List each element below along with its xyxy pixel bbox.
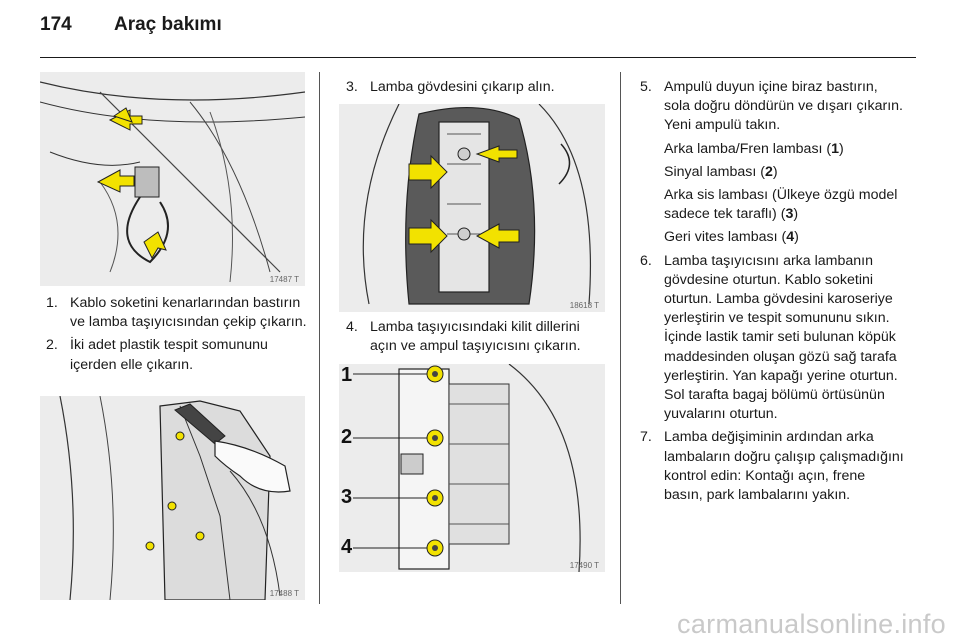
list-item: 5. Ampulü duyun içine biraz bastırın, sola doğru döndürün ve dışarı çıkarın. Yeni ampulü takın. xyxy=(640,79,903,134)
callout-3: 3 xyxy=(341,486,353,508)
bulb-item-1: Arka lamba/Fren lambası (1) xyxy=(664,140,844,157)
figure-connector-removal xyxy=(40,72,305,286)
steps-column-middle-bottom xyxy=(346,318,608,360)
callout-1: 1 xyxy=(341,364,353,386)
column-separator-left xyxy=(319,72,320,604)
list-item: 7. Lamba değişiminin ardından arka lambaların doğru çalışıp çalışmadığını kontrol edin: Kontağı açın, frene basın, park lambalarını yakın. xyxy=(640,429,904,504)
figure-code: 17488 T xyxy=(269,589,299,598)
figure-code: 18618 T xyxy=(569,301,599,310)
bulb-item-2: Sinyal lambası (2) xyxy=(664,163,778,180)
page-number: 174 xyxy=(40,14,72,35)
figure-connector-drawing xyxy=(40,72,305,286)
figure-bulb-carrier xyxy=(339,364,605,572)
figure-carrier-drawing xyxy=(339,364,605,572)
arrow-icon xyxy=(98,170,134,192)
figure-code: 17490 T xyxy=(569,561,599,570)
watermark: carmanualsonline.info xyxy=(677,609,946,639)
figure-nut-removal xyxy=(40,396,305,600)
bulb-item-3: Arka sis lambası (Ülkeye özgü model sadece tek taraflı) (3) xyxy=(664,187,898,223)
steps-column-left xyxy=(46,294,308,379)
steps-column-middle-top xyxy=(346,78,608,101)
figure-lamp-housing xyxy=(339,104,605,312)
callout-4: 4 xyxy=(341,536,353,558)
callout-2: 2 xyxy=(341,426,353,448)
bulb-item-4: Geri vites lambası (4) xyxy=(664,229,799,246)
list-item: 4. Lamba taşıyıcısındaki kilit dillerini açın ve ampul taşıyıcısını çıkarın. xyxy=(346,319,581,355)
figure-nut-drawing xyxy=(40,396,305,600)
figure-code: 17487 T xyxy=(269,275,299,284)
arrow-icon xyxy=(144,232,166,258)
page-title: Araç bakımı xyxy=(114,14,222,35)
figure-housing-drawing xyxy=(339,104,605,312)
list-item: 1. Kablo soketini kenarlarından bastırın ve lamba taşıyıcısından çekip çıkarın. xyxy=(46,295,307,331)
list-item: 6. Lamba taşıyıcısını arka lambanın gövdesine oturtun. Kablo soketini oturtun. Lamba gövdesini karoseriye yerleştirin ve tespit somununu sıkın. İçinde lastik tamir seti bulunan köpük maddesinden oluşan gözü sağ tarafa yerleştirin. Yan kapağı yerine oturtun. Sol tarafta bagaj bölümü örtüsünün yuvalarını oturtun. xyxy=(640,252,898,423)
list-item: 3. Lamba gövdesini çıkarıp alın. xyxy=(346,79,555,95)
list-item: 2. İki adet plastik tespit somununu içerden elle çıkarın. xyxy=(46,337,268,373)
header-rule xyxy=(40,57,916,58)
steps-column-right xyxy=(640,78,906,509)
column-separator-right xyxy=(620,72,621,604)
